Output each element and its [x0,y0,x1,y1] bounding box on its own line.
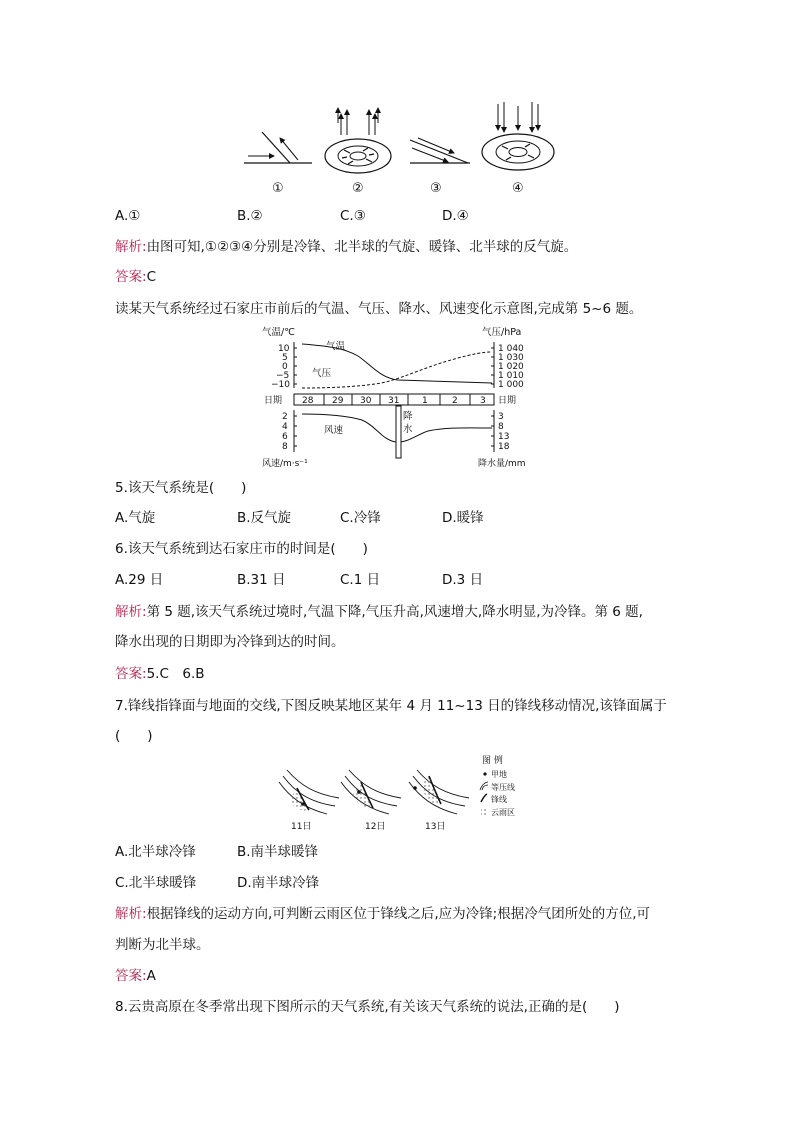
q7-option-a[interactable]: A.北半球冷锋 [115,844,196,860]
panel-day-13 [409,770,469,832]
legend-title: 图 例 [482,756,503,766]
q6-stem: 6.该天气系统到达石家庄市的时间是( ) [115,541,368,557]
q4-answer [115,268,156,286]
q6-option-b[interactable]: B.31 日 [237,572,286,588]
wind-tick: 8 [282,442,288,452]
pressure-tick: 1 010 [498,371,524,381]
panel-day-12 [341,770,401,832]
pressure-tick: 1 040 [498,344,524,354]
q7-stem-line1: 7.锋线指锋面与地面的交线,下图反映某地区某年 4 月 11~13 日的锋线移动情况,该锋面属于 [115,698,667,714]
date-tick: 2 [452,396,458,406]
q4-analysis [115,238,577,256]
legend-item: 云雨区 [491,808,515,817]
temp-tick: 5 [282,353,288,363]
q56-analysis-line1 [115,603,643,621]
isobar-icon [480,782,488,790]
q5-option-d[interactable]: D.暖锋 [442,510,484,526]
date-tick: 1 [422,396,428,406]
pressure-axis-label: 气压/hPa [482,327,522,338]
answer-label: 答案: [115,269,147,285]
answer-label: 答案: [115,968,147,984]
analysis-label: 解析: [115,604,147,620]
precip-tick: 13 [498,432,510,442]
temp-axis-label: 气温/℃ [262,327,295,338]
location-marker [357,790,361,794]
q7-option-d[interactable]: D.南半球冷锋 [237,875,320,891]
weather-systems-figure [240,100,570,200]
date-label-left: 日期 [264,396,283,406]
weather-change-chart [258,322,538,472]
warm-front-diagram [410,138,470,196]
q8-stem: 8.云贵高原在冬季常出现下图所示的天气系统,有关该天气系统的说法,正确的是( ) [115,999,620,1015]
precip-axis-label: 降水量/mm [478,459,526,469]
precip-bar-label-2: 水 [403,424,413,435]
temp-ticks [271,344,297,390]
date-tick: 31 [388,396,400,406]
wind-axis-label: 风速/m·s⁻¹ [262,459,308,469]
panel-day-11 [279,770,339,832]
q7-analysis-line2: 判断为北半球。 [115,937,210,953]
q5-stem: 5.该天气系统是( ) [115,480,247,496]
precipitation-bar [396,406,401,458]
q7-option-b[interactable]: B.南半球暖锋 [237,844,319,860]
label-4: ④ [512,181,524,196]
legend-item: 锋线 [491,795,507,804]
cold-front-diagram [244,132,312,196]
legend [480,754,515,817]
date-label-right: 日期 [498,396,517,406]
legend-item: 甲地 [491,770,507,779]
wind-tick: 4 [282,422,288,432]
q6-option-c[interactable]: C.1 日 [340,572,381,588]
pressure-tick: 1 030 [498,353,524,363]
answer-text: C [146,269,156,285]
analysis-text: 根据锋线的运动方向,可判断云雨区位于锋线之后,应为冷锋;根据冷气团所处的方位,可 [146,906,650,922]
label-2: ② [352,181,364,196]
precip-bar-label-1: 降 [403,411,413,422]
day-label: 13日 [425,822,446,832]
legend-item: 等压线 [491,783,515,792]
day-label: 11日 [291,822,312,832]
label-3: ③ [430,181,442,196]
precip-tick: 8 [498,422,504,432]
date-tick: 3 [480,396,486,406]
temp-tick: −10 [271,380,290,390]
cyclone-diagram [325,108,391,196]
wind-tick: 6 [282,432,288,442]
cloud-rain-icon [481,809,487,815]
precip-tick: 18 [498,442,510,452]
q56-intro: 读某天气系统经过石家庄市前后的气温、气压、降水、风速变化示意图,完成第 5~6 题。 [115,301,643,317]
precip-tick: 3 [498,412,504,422]
pressure-tick: 1 000 [498,380,524,390]
analysis-label: 解析: [115,239,147,255]
answer-text: 5.C 6.B [146,666,205,682]
date-tick: 28 [302,396,314,406]
location-icon [483,772,486,775]
q7-analysis-line1 [115,905,650,923]
wind-curve-label: 风速 [324,425,344,436]
location-marker [413,786,417,790]
q56-answer [115,665,205,683]
q5-option-a[interactable]: A.气旋 [115,510,156,526]
day-label: 12日 [365,822,386,832]
q4-option-b[interactable]: B.② [237,208,263,224]
analysis-text: 第 5 题,该天气系统过境时,气温下降,气压升高,风速增大,降水明显,为冷锋。第 6 题, [146,604,643,620]
pressure-curve-label: 气压 [312,368,332,379]
q4-option-a[interactable]: A.① [115,208,141,224]
front-line-icon [481,794,487,802]
q56-analysis-line2: 降水出现的日期即为冷锋到达的时间。 [115,634,345,650]
q7-option-c[interactable]: C.北半球暖锋 [115,875,197,891]
q5-option-c[interactable]: C.冷锋 [340,510,381,526]
q4-option-c[interactable]: C.③ [340,208,366,224]
q6-option-a[interactable]: A.29 日 [115,572,164,588]
analysis-label: 解析: [115,906,147,922]
wind-tick: 2 [282,412,288,422]
date-tick: 30 [360,396,372,406]
analysis-text: 由图可知,①②③④分别是冷锋、北半球的气旋、暖锋、北半球的反气旋。 [146,239,578,255]
q5-option-b[interactable]: B.反气旋 [237,510,292,526]
temp-tick: −5 [276,371,290,381]
q7-answer [115,967,156,985]
anticyclone-diagram [482,102,554,196]
pressure-ticks [491,344,524,390]
label-1: ① [272,181,284,196]
answer-label: 答案: [115,666,147,682]
temp-curve-label: 气温 [326,341,346,352]
pressure-tick: 1 020 [498,362,524,372]
q6-option-d[interactable]: D.3 日 [442,572,484,588]
date-ticks [302,394,486,406]
temp-tick: 0 [282,362,288,372]
temp-tick: 10 [278,344,290,354]
front-movement-figure [275,752,540,834]
q4-option-d[interactable]: D.④ [442,208,469,224]
date-tick: 29 [332,396,344,406]
answer-text: A [146,968,156,984]
location-marker [301,802,305,806]
wind-ticks [282,412,297,452]
q7-stem-line2: ( ) [115,728,153,744]
